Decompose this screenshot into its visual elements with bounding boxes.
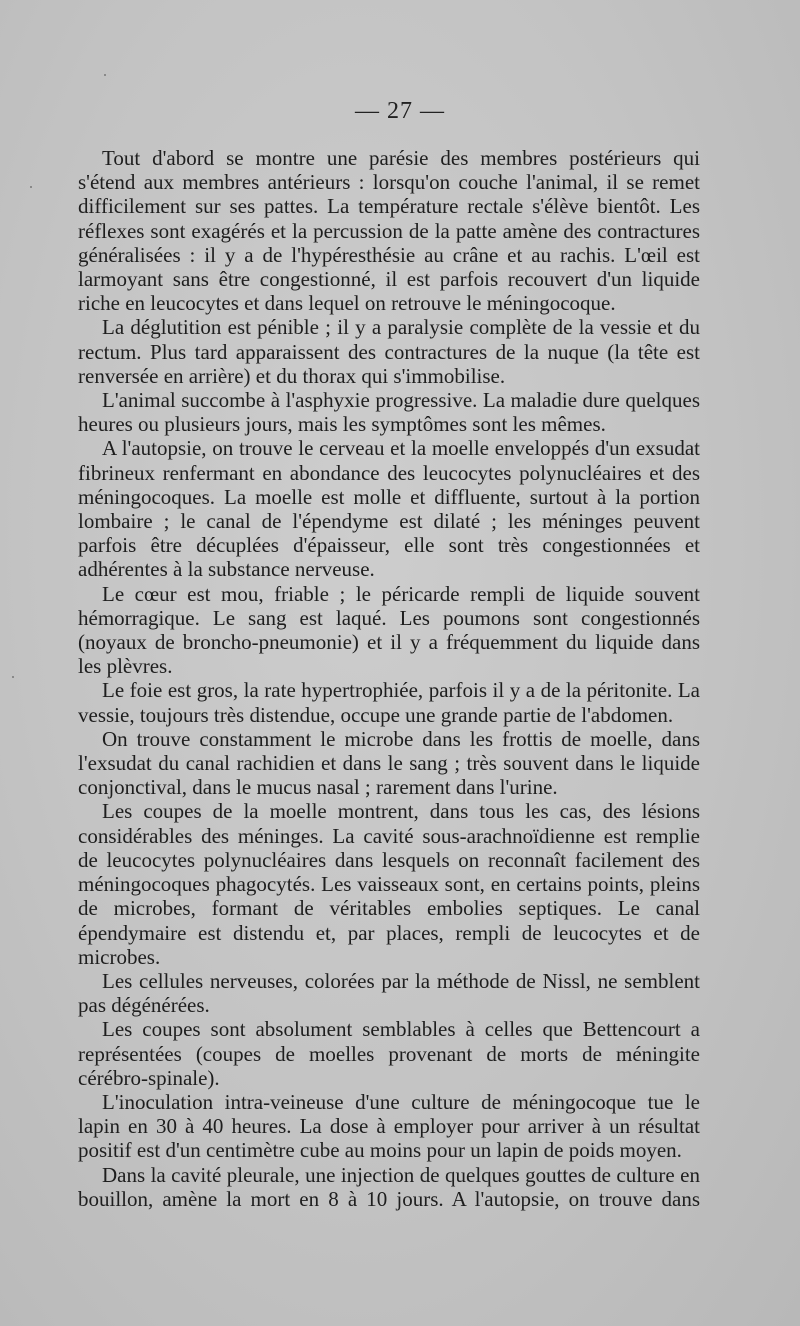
paragraph: Dans la cavité pleurale, une injection de quelques gouttes de culture en bouillon, amène la mort en 8 à 10 jours. A l'autopsie, on trouve dans xyxy=(78,1162,700,1211)
paragraph: Les coupes sont absolument semblables à celles que Bettencourt a représentées (coupes de moelles provenant de morts de méningite cérébro-spinale). xyxy=(78,1017,700,1090)
paragraph: Les cellules nerveuses, colorées par la méthode de Nissl, ne semblent pas dégénérées. xyxy=(78,968,700,1018)
paragraph: Tout d'abord se montre une parésie des membres postérieurs qui s'étend aux membres antérieurs : lorsqu'on couche l'animal, il se remet difficilement sur ses pattes. La température rectale s'élève bientôt. Les réflexes sont exagérés et la percussion de la patte amène des contractures généralisées : il y a de l'hypéresthésie au crâne et au rachis. L'œil est larmoyant sans être congestionné, il est parfois recouvert d'un liquide riche en leucocytes et dans lequel on retrouve le méningocoque. xyxy=(78,146,700,316)
paragraph: A l'autopsie, on trouve le cerveau et la moelle enveloppés d'un exsudat fibrineux renfermant en abondance des leucocytes polynucléaires et des méningocoques. La moelle est molle et diffluente, surtout à la portion lombaire ; le canal de l'épendyme est dilaté ; les méninges peuvent parfois être décuplées d'épaisseur, elle sont très congestionnées et adhérentes à la substance nerveuse. xyxy=(78,436,700,582)
paragraph: L'animal succombe à l'asphyxie progressive. La maladie dure quelques heures ou plusieurs jours, mais les symptômes sont les mêmes. xyxy=(78,388,700,437)
paper-speck xyxy=(104,74,106,76)
body-text xyxy=(78,146,700,1211)
paragraph: L'inoculation intra-veineuse d'une culture de méningocoque tue le lapin en 30 à 40 heures. La dose à employer pour arriver à un résultat positif est d'un centimètre cube au moins pour un lapin de poids moyen. xyxy=(78,1089,700,1163)
paper-speck xyxy=(30,186,32,188)
paragraph: La déglutition est pénible ; il y a paralysie complète de la vessie et du rectum. Plus tard apparaissent des contractures de la nuque (la tête est renversée en arrière) et du thorax qui s'immobilise. xyxy=(78,315,700,388)
paragraph: Le foie est gros, la rate hypertrophiée, parfois il y a de la péritonite. La vessie, toujours très distendue, occupe une grande partie de l'abdomen. xyxy=(78,678,700,727)
paragraph: Les coupes de la moelle montrent, dans tous les cas, des lésions considérables des méninges. La cavité sous-arachnoïdienne est remplie de leucocytes polynucléaires dans lesquels on reconnaît facilement des méningocoques phagocytés. Les vaisseaux sont, en certains points, pleins de microbes, formant de véritables embolies septiques. Le canal épendymaire est distendu et, par places, rempli de leucocytes et de microbes. xyxy=(78,799,700,969)
paper-speck xyxy=(12,676,14,678)
paragraph: On trouve constamment le microbe dans les frottis de moelle, dans l'exsudat du canal rachidien et dans le sang ; très souvent dans le liquide conjonctival, dans le mucus nasal ; rarement dans l'urine. xyxy=(78,726,700,800)
paragraph: Le cœur est mou, friable ; le péricarde rempli de liquide souvent hémorragique. Le sang est laqué. Les poumons sont congestionnés (noyaux de broncho-pneumonie) et il y a fréquemment du liquide dans les plèvres. xyxy=(78,581,700,679)
page-number: — 27 — xyxy=(355,98,445,124)
